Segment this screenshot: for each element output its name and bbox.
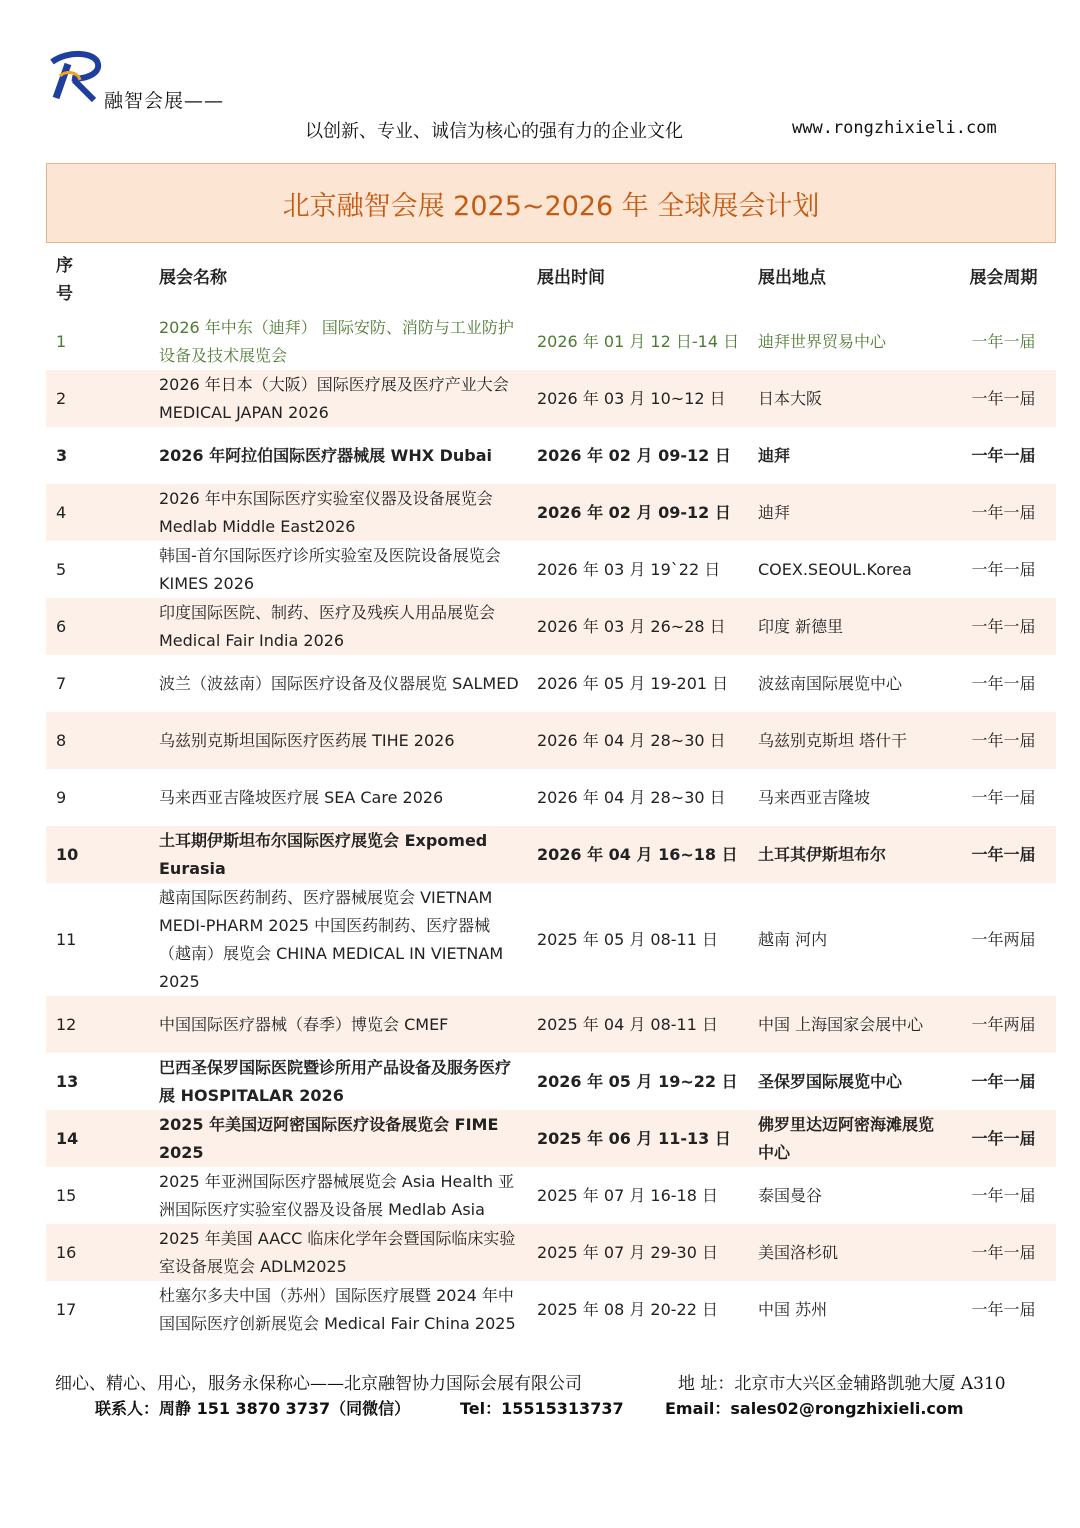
exhibition-cycle: 一年一届 [951,598,1056,655]
exhibition-cycle: 一年一届 [951,826,1056,883]
exhibition-table [46,163,1056,1338]
exhibition-date: 2026 年 05 月 19-201 日 [537,673,729,693]
exhibition-cycle: 一年一届 [951,1224,1056,1281]
exhibition-name: 印度国际医院、制药、医疗及残疾人用品展览会 Medical Fair India 2026 [103,598,527,655]
row-number: 10 [46,826,103,883]
exhibition-date: 2025 年 05 月 08-11 日 [537,929,719,949]
exhibition-place: 迪拜 [748,484,951,541]
row-number: 9 [56,787,67,807]
header-name: 展会名称 [159,268,227,288]
exhibition-cycle: 一年一届 [971,1071,1036,1091]
footer-tel[interactable]: Tel：15515313737 [460,1399,624,1418]
exhibition-cycle: 一年一届 [951,484,1056,541]
exhibition-cycle: 一年一届 [971,1185,1036,1205]
exhibition-name: 2025 年美国迈阿密国际医疗设备展览会 FIME 2025 [103,1110,527,1167]
exhibition-name: 波兰（波兹南）国际医疗设备及仪器展览 SALMED [159,673,519,693]
exhibition-name: 2026 年日本（大阪）国际医疗展及医疗产业大会 MEDICAL JAPAN 2026 [103,370,527,427]
exhibition-date: 2025 年 06 月 11-13 日 [527,1110,748,1167]
row-number: 6 [46,598,103,655]
row-number: 16 [46,1224,103,1281]
exhibition-cycle: 一年两届 [971,929,1036,949]
row-number: 4 [46,484,103,541]
exhibition-cycle: 一年两届 [951,996,1056,1053]
header-date: 展出时间 [537,268,605,288]
company-logo [48,50,104,104]
exhibition-date: 2026 年 04 月 28~30 日 [537,787,726,807]
exhibition-cycle: 一年一届 [971,331,1036,351]
brand-name: 融智会展—— [104,90,225,112]
exhibition-place: 迪拜 [758,445,791,465]
footer-email[interactable]: Email：sales02@rongzhixieli.com [665,1399,964,1418]
exhibition-date: 2026 年 01 月 12 日-14 日 [537,331,740,351]
exhibition-cycle: 一年一届 [971,787,1036,807]
exhibition-date: 2026 年 04 月 28~30 日 [527,712,748,769]
exhibition-name: 2026 年中东（迪拜） 国际安防、消防与工业防护设备及技术展览会 [159,317,514,365]
exhibition-name: 土耳期伊斯坦布尔国际医疗展览会 Expomed Eurasia [103,826,527,883]
row-number: 3 [56,445,68,465]
exhibition-cycle: 一年一届 [951,370,1056,427]
exhibition-place: 乌兹别克斯坦 塔什干 [748,712,951,769]
exhibition-cycle: 一年一届 [951,712,1056,769]
exhibition-date: 2026 年 02 月 09-12 日 [537,445,731,465]
exhibition-place: 土耳其伊斯坦布尔 [748,826,951,883]
exhibition-date: 2025 年 08 月 20-22 日 [537,1299,719,1319]
exhibition-place: 马来西亚吉隆坡 [758,787,871,807]
exhibition-date: 2025 年 07 月 16-18 日 [537,1185,719,1205]
footer-contact: 联系人：周静 151 3870 3737（同微信） [95,1399,411,1418]
exhibition-place: 圣保罗国际展览中心 [758,1071,903,1091]
exhibition-name: 乌兹别克斯坦国际医疗医药展 TIHE 2026 [103,712,527,769]
exhibition-cycle: 一年一届 [971,559,1036,579]
exhibition-cycle: 一年一届 [971,445,1036,465]
row-number: 17 [56,1299,77,1319]
exhibition-place: 印度 新德里 [748,598,951,655]
row-number: 14 [46,1110,103,1167]
table-title: 北京融智会展 2025~2026 年 全球展会计划 [46,163,1056,243]
row-number: 15 [56,1185,77,1205]
exhibition-date: 2026 年 02 月 09-12 日 [527,484,748,541]
exhibition-date: 2025 年 04 月 08-11 日 [527,996,748,1053]
exhibition-name: 杜塞尔多夫中国（苏州）国际医疗展暨 2024 年中国国际医疗创新展览会 Medical Fair China 2025 [159,1285,516,1333]
exhibition-date: 2025 年 07 月 29-30 日 [527,1224,748,1281]
exhibition-cycle: 一年一届 [971,673,1036,693]
footer-slogan: 细心、精心、用心，服务永保称心——北京融智协力国际会展有限公司 [55,1374,582,1394]
exhibition-date: 2026 年 03 月 10~12 日 [527,370,748,427]
exhibition-place: 迪拜世界贸易中心 [758,331,887,351]
exhibition-cycle: 一年一届 [951,1110,1056,1167]
footer-line [55,1369,1006,1394]
exhibition-place: 中国 苏州 [758,1299,828,1319]
exhibition-place: 越南 河内 [758,929,828,949]
exhibition-date: 2026 年 03 月 26~28 日 [527,598,748,655]
row-number: 12 [46,996,103,1053]
row-number: 2 [46,370,103,427]
exhibition-place: 波兹南国际展览中心 [758,673,903,693]
exhibition-name: 2026 年阿拉伯国际医疗器械展 WHX Dubai [159,445,493,465]
row-number: 1 [56,331,67,351]
exhibition-place: 中国 上海国家会展中心 [748,996,951,1053]
slogan: 以创新、专业、诚信为核心的强有力的企业文化 [305,121,683,142]
exhibition-cycle: 一年一届 [971,1299,1036,1319]
row-number: 5 [56,559,67,579]
exhibition-date: 2026 年 03 月 19`22 日 [537,559,721,579]
exhibition-name: 韩国-首尔国际医疗诊所实验室及医院设备展览会 KIMES 2026 [159,545,501,593]
row-number: 7 [56,673,67,693]
exhibition-name: 巴西圣保罗国际医院暨诊所用产品设备及服务医疗展 HOSPITALAR 2026 [159,1057,512,1105]
header-no: 序号 [56,256,73,304]
table-grid [46,243,1056,1338]
header-place: 展出地点 [758,268,826,288]
exhibition-date: 2026 年 04 月 16~18 日 [527,826,748,883]
header-cycle: 展会周期 [969,268,1038,288]
exhibition-place: 佛罗里达迈阿密海滩展览中心 [748,1110,951,1167]
exhibition-place: 泰国曼谷 [758,1185,823,1205]
exhibition-name: 中国国际医疗器械（春季）博览会 CMEF [103,996,527,1053]
exhibition-name: 2025 年美国 AACC 临床化学年会暨国际临床实验室设备展览会 ADLM2025 [103,1224,527,1281]
row-number: 13 [56,1071,79,1091]
row-number: 11 [56,929,77,949]
website-link[interactable]: www.rongzhixieli.com [792,118,997,138]
exhibition-name: 2025 年亚洲国际医疗器械展览会 Asia Health 亚洲国际医疗实验室仪器及设备展 Medlab Asia [159,1171,515,1219]
exhibition-name: 2026 年中东国际医疗实验室仪器及设备展览会 Medlab Middle East2026 [103,484,527,541]
footer-address: 地 址：北京市大兴区金辅路凯驰大厦 A310 [678,1374,1006,1394]
exhibition-place: 美国洛杉矶 [748,1224,951,1281]
row-number: 8 [46,712,103,769]
exhibition-place: 日本大阪 [748,370,951,427]
exhibition-name: 马来西亚吉隆坡医疗展 SEA Care 2026 [159,787,444,807]
exhibition-date: 2026 年 05 月 19~22 日 [537,1071,738,1091]
exhibition-name: 越南国际医药制药、医疗器械展览会 VIETNAM MEDI-PHARM 2025 中国医药制药、医疗器械（越南）展览会 CHINA MEDICAL IN VIETNAM 2025 [159,887,504,991]
exhibition-place: COEX.SEOUL.Korea [758,559,912,579]
